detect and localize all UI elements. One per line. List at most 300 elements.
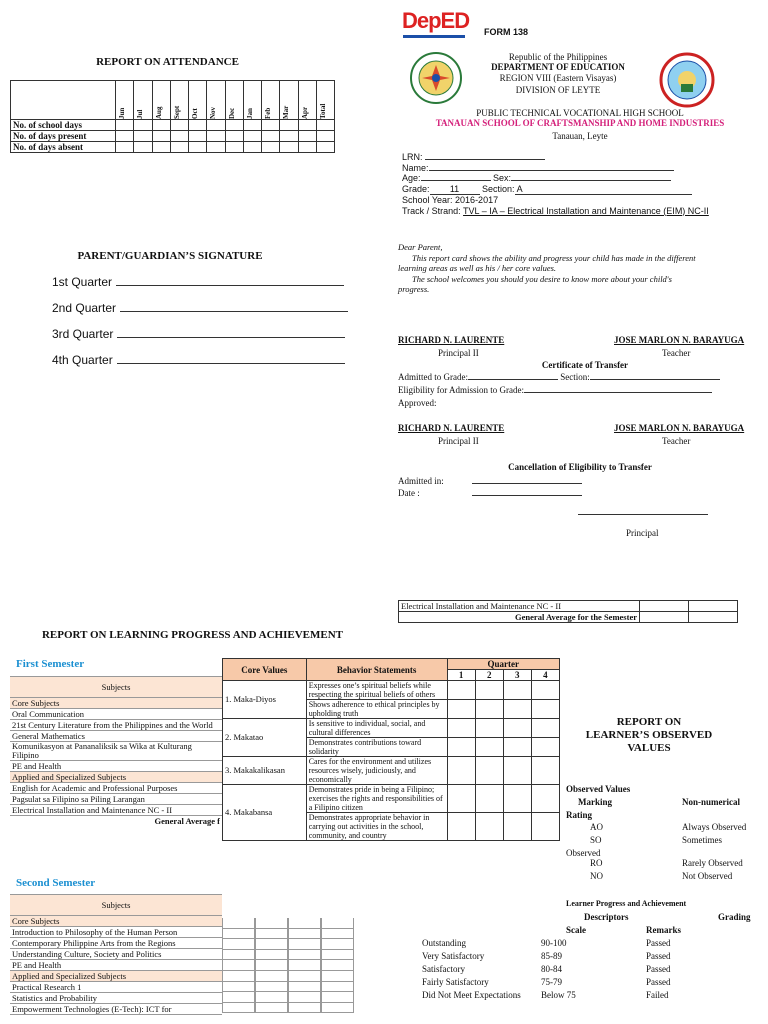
quarter-label: 2nd Quarter <box>52 301 117 315</box>
principal-title-2: Principal II <box>438 436 479 446</box>
grade-descriptor: Satisfactory <box>422 964 465 974</box>
attendance-cell <box>116 131 134 142</box>
subject-name: Introduction to Philosophy of the Human Person <box>10 927 222 938</box>
lpa-label: Learner Progress and Achievement <box>566 899 687 908</box>
behavior-rating-cell <box>475 757 503 785</box>
letter-paragraph-2: The school welcomes you should you desire to know more about your child's progress. <box>398 273 672 294</box>
attendance-cell <box>189 142 207 153</box>
attendance-corner <box>11 81 116 120</box>
core-values-header: Core Values <box>223 659 307 681</box>
attendance-cell <box>243 120 261 131</box>
attendance-cell <box>243 131 261 142</box>
quarter-signature-row <box>52 274 344 289</box>
behavior-rating-cell <box>503 785 531 813</box>
subject-row <box>10 698 222 709</box>
subject-row <box>10 993 222 1004</box>
attendance-cell <box>262 131 280 142</box>
admitted-row <box>398 372 720 382</box>
signature-line <box>117 326 345 338</box>
division-seal-icon <box>410 52 462 104</box>
attendance-cell <box>189 120 207 131</box>
track-value: TVL – IA – Electrical Installation and Maintenance (EIM) NC-II <box>463 205 709 216</box>
subject-row <box>10 1004 222 1015</box>
teacher-name-2: JOSE MARLON N. BARAYUGA <box>614 423 745 433</box>
marking-label: Marking <box>578 797 613 807</box>
month-header <box>170 81 188 120</box>
grade-descriptor: Very Satisfactory <box>422 951 485 961</box>
behavior-statement: Expresses one’s spiritual beliefs while respecting the spiritual beliefs of others <box>306 681 447 700</box>
age-label: Age: <box>402 173 421 183</box>
marking-code: SO <box>590 835 602 845</box>
month-label: Jun <box>118 107 126 119</box>
grade-cell <box>321 971 354 982</box>
core-value-name: 2. Makatao <box>223 719 307 757</box>
month-label: Dec <box>227 107 236 119</box>
grade-row <box>222 982 354 993</box>
attendance-cell <box>243 142 261 153</box>
month-header <box>207 81 225 120</box>
attendance-cell <box>280 142 298 153</box>
subject-name: Core Subjects <box>10 916 222 927</box>
attendance-table <box>10 80 335 153</box>
subject-row <box>10 772 222 783</box>
lrn-row <box>402 152 709 163</box>
quarter-label: 3rd Quarter <box>52 327 114 341</box>
attendance-cell <box>134 131 152 142</box>
marking-description: Not Observed <box>682 871 733 881</box>
attendance-cell <box>280 120 298 131</box>
subjects-header: Subjects <box>10 895 222 916</box>
month-label: Apr <box>300 106 309 119</box>
second-semester-grade-columns <box>222 918 354 1013</box>
marking-description: Always Observed <box>682 822 747 832</box>
behavior-rating-cell <box>475 785 503 813</box>
quarter-label: 1st Quarter <box>52 275 113 289</box>
attendance-row <box>11 142 335 153</box>
principal-title-1: Principal II <box>438 348 479 358</box>
subject-name: PE and Health <box>10 960 222 971</box>
dear-parent: Dear Parent, <box>398 242 443 252</box>
signature-line <box>120 300 348 312</box>
attendance-cell <box>280 131 298 142</box>
grade-cell <box>255 950 288 961</box>
certificate-title: Certificate of Transfer <box>541 360 629 370</box>
grade-cell <box>222 992 255 1003</box>
month-header <box>298 81 316 120</box>
attendance-cell <box>262 142 280 153</box>
teacher-name-1: JOSE MARLON N. BARAYUGA <box>614 335 745 345</box>
attendance-cell <box>298 142 316 153</box>
observed-word: Observed <box>566 848 601 858</box>
progress-title: REPORT ON LEARNING PROGRESS AND ACHIEVEMENT <box>41 629 344 641</box>
grade-scale: 85-89 <box>541 951 562 961</box>
subject-row <box>10 731 222 742</box>
subject-name: Applied and Specialized Subjects <box>10 971 222 982</box>
quarter-number: 2 <box>475 670 503 681</box>
sex-field <box>511 180 671 181</box>
region: REGION VIII (Eastern Visayas) <box>499 73 617 83</box>
subject-row <box>10 927 222 938</box>
month-header <box>262 81 280 120</box>
grade-descriptor: Fairly Satisfactory <box>422 977 489 987</box>
grade-cell <box>288 960 321 971</box>
subject-name: General Mathematics <box>10 731 222 742</box>
behavior-statement: Cares for the environment and utilizes resources wisely, judiciously, and economically <box>306 757 447 785</box>
grade-cell <box>255 918 288 929</box>
core-value-name: 4. Makabansa <box>223 785 307 841</box>
subject-row <box>10 805 222 816</box>
teacher-title-1: Teacher <box>662 348 691 358</box>
subject-name: Core Subjects <box>10 698 222 709</box>
attendance-cell <box>207 120 225 131</box>
logo-underline <box>403 35 465 38</box>
subject-row <box>10 960 222 971</box>
grade-row <box>222 992 354 1003</box>
behavior-row <box>223 757 560 785</box>
month-label: Aug <box>154 106 163 119</box>
marking-code: AO <box>590 822 603 832</box>
behavior-rating-cell <box>531 700 559 719</box>
subject-name: 21st Century Literature from the Philippines and the World <box>10 720 222 731</box>
section2-field <box>590 379 720 380</box>
month-header <box>316 81 334 120</box>
grade-cell <box>321 992 354 1003</box>
first-semester-label: First Semester <box>16 658 85 670</box>
attendance-row-label: No. of days absent <box>11 142 116 153</box>
eligibility-row <box>398 385 712 395</box>
admitted-field <box>468 379 558 380</box>
town: Tanauan, Leyte <box>552 131 608 141</box>
first-semester-table <box>10 676 222 826</box>
date-field <box>472 495 582 496</box>
principal-label: Principal <box>626 528 659 538</box>
subject-name: Understanding Culture, Society and Politics <box>10 949 222 960</box>
quarter-number: 1 <box>447 670 475 681</box>
behavior-rating-cell <box>503 813 531 841</box>
grade-scale: 75-79 <box>541 977 562 987</box>
behavior-rating-cell <box>503 681 531 700</box>
month-label: Nov <box>209 106 218 119</box>
month-header <box>134 81 152 120</box>
grade-cell <box>255 1003 288 1014</box>
attendance-cell <box>225 131 243 142</box>
grade-cell <box>255 960 288 971</box>
grade-cell <box>222 950 255 961</box>
deped-logo-text: DepED <box>402 8 470 33</box>
attendance-title: REPORT ON ATTENDANCE <box>96 56 239 68</box>
grade-remark: Passed <box>646 977 671 987</box>
grade-cell <box>288 1003 321 1014</box>
behavior-rating-cell <box>475 719 503 738</box>
behavior-rating-cell <box>475 681 503 700</box>
cancellation-title: Cancellation of Eligibility to Transfer <box>508 462 652 472</box>
grade-cell <box>255 982 288 993</box>
behavior-rating-cell <box>447 719 475 738</box>
attendance-cell <box>316 131 334 142</box>
behavior-statement: Demonstrates contributions toward solidarity <box>306 738 447 757</box>
month-label: Sept <box>172 105 181 119</box>
grade-scale: 90-100 <box>541 938 567 948</box>
behavior-rating-cell <box>531 813 559 841</box>
descriptors-label: Descriptors <box>584 912 629 922</box>
subject-name: Electrical Installation and Maintenance NC - II <box>10 805 222 816</box>
signature-line <box>117 352 345 364</box>
behavior-statement: Is sensitive to individual, social, and cultural differences <box>306 719 447 738</box>
grade-descriptor: Outstanding <box>422 938 466 948</box>
subject-row <box>10 949 222 960</box>
attendance-cell <box>298 120 316 131</box>
behavior-rating-cell <box>475 700 503 719</box>
attendance-row <box>11 131 335 142</box>
track-row <box>402 206 709 217</box>
behavior-statement: Demonstrates pride in being a Filipino; exercises the rights and responsibilities of a Filipino citizen <box>306 785 447 813</box>
behavior-rating-cell <box>531 719 559 738</box>
grade-cell <box>321 939 354 950</box>
attendance-cell <box>134 142 152 153</box>
month-label: Mar <box>282 105 291 119</box>
letter-paragraph-1: This report card shows the ability and progress your child has made in the different learning areas as well as his / her core values. <box>398 252 696 273</box>
attendance-cell <box>189 131 207 142</box>
subject-row <box>10 916 222 927</box>
remarks-label: Remarks <box>646 925 681 935</box>
month-header <box>243 81 261 120</box>
grade-cell <box>288 971 321 982</box>
grade-row <box>222 929 354 940</box>
general-average-label: General Average f <box>10 816 222 827</box>
attendance-cell <box>134 120 152 131</box>
behavior-rating-cell <box>503 738 531 757</box>
section2-label: Section: <box>560 372 590 382</box>
eim-grade-2 <box>689 601 738 612</box>
school-name-2: TANAUAN SCHOOL OF CRAFTSMANSHIP AND HOME INDUSTRIES <box>435 118 725 128</box>
age-sex-row <box>402 173 709 184</box>
grade-value: 11 <box>430 184 480 196</box>
grade-row <box>222 939 354 950</box>
approved-label: Approved: <box>398 398 437 408</box>
subject-row <box>10 761 222 772</box>
month-header <box>280 81 298 120</box>
subject-name: Statistics and Probability <box>10 993 222 1004</box>
eim-grade-1 <box>640 601 689 612</box>
admitted-in-field <box>472 483 582 484</box>
subject-row <box>10 742 222 761</box>
semester-average-table <box>398 600 738 623</box>
subject-row <box>10 783 222 794</box>
grade-cell <box>288 939 321 950</box>
subject-row <box>10 794 222 805</box>
core-value-name: 1. Maka-Diyos <box>223 681 307 719</box>
grade-cell <box>222 929 255 940</box>
core-value-name: 3. Makakalikasan <box>223 757 307 785</box>
behavior-rating-cell <box>531 738 559 757</box>
month-header <box>152 81 170 120</box>
behavior-row <box>223 681 560 700</box>
grade-cell <box>321 1003 354 1014</box>
subject-name: Practical Research 1 <box>10 982 222 993</box>
behavior-rating-cell <box>503 700 531 719</box>
grade-cell <box>321 929 354 940</box>
quarter-signature-row <box>52 352 345 367</box>
department: DEPARTMENT OF EDUCATION <box>491 62 625 72</box>
behavior-rating-cell <box>447 681 475 700</box>
grade-row <box>402 184 709 196</box>
grade-cell <box>255 992 288 1003</box>
scale-label: Scale <box>566 925 586 935</box>
grade-cell <box>321 918 354 929</box>
month-label: Feb <box>264 107 272 119</box>
marking-description: Rarely Observed <box>682 858 743 868</box>
subject-row <box>10 709 222 720</box>
school-name-1: PUBLIC TECHNICAL VOCATIONAL HIGH SCHOOL <box>476 108 684 118</box>
admitted-label: Admitted to Grade: <box>398 372 468 382</box>
section-value: A <box>515 184 692 196</box>
grade-cell <box>255 929 288 940</box>
month-label: Total <box>318 103 327 119</box>
subject-name: Contemporary Philippine Arts from the Regions <box>10 938 222 949</box>
grade-row <box>222 918 354 929</box>
rating-label: Rating <box>566 810 593 820</box>
grade-cell <box>288 992 321 1003</box>
quarter-signature-row <box>52 300 348 315</box>
subjects-header-row <box>10 895 222 916</box>
name-label: Name: <box>402 162 429 173</box>
behavior-rating-cell <box>475 738 503 757</box>
grade-cell <box>321 960 354 971</box>
grade-cell <box>288 918 321 929</box>
grade-row <box>222 950 354 961</box>
subject-row <box>10 971 222 982</box>
attendance-cell <box>207 142 225 153</box>
avg-grade-2 <box>689 612 738 623</box>
grade-cell <box>222 960 255 971</box>
attendance-row-label: No. of days present <box>11 131 116 142</box>
grade-cell <box>321 950 354 961</box>
grade-cell <box>288 982 321 993</box>
quarter-number: 3 <box>503 670 531 681</box>
behavior-rating-cell <box>503 757 531 785</box>
grade-remark: Passed <box>646 951 671 961</box>
month-label: Jul <box>136 109 145 119</box>
school-year: School Year: 2016-2017 <box>402 195 499 205</box>
attendance-cell <box>316 142 334 153</box>
grading-label: Grading <box>718 912 751 922</box>
admitted-in-row <box>398 476 582 486</box>
behavior-row <box>223 785 560 813</box>
month-header <box>225 81 243 120</box>
behavior-rating-cell <box>447 813 475 841</box>
grade-remark: Passed <box>646 938 671 948</box>
marking-code: RO <box>590 858 603 868</box>
attendance-cell <box>152 142 170 153</box>
subjects-header: Subjects <box>10 677 222 698</box>
principal-signature-line <box>578 514 708 515</box>
behavior-rating-cell <box>447 700 475 719</box>
attendance-row <box>11 120 335 131</box>
deped-logo <box>402 8 468 36</box>
quarter-header: Quarter <box>447 659 559 670</box>
marking-code: NO <box>590 871 603 881</box>
eligibility-label: Eligibility for Admission to Grade: <box>398 385 524 395</box>
general-average-row <box>10 816 222 827</box>
behavior-rating-cell <box>531 757 559 785</box>
parent-signature-title: PARENT/GUARDIAN’S SIGNATURE <box>77 250 263 262</box>
grade-cell <box>288 950 321 961</box>
month-label: Oct <box>191 108 199 119</box>
teacher-title-2: Teacher <box>662 436 691 446</box>
attendance-cell <box>152 131 170 142</box>
grade-cell <box>255 971 288 982</box>
grade-cell <box>222 939 255 950</box>
grade-remark: Failed <box>646 990 669 1000</box>
subject-name: PE and Health <box>10 761 222 772</box>
behavior-rating-cell <box>475 813 503 841</box>
school-seal-icon <box>652 52 722 108</box>
behavior-statement: Demonstrates appropriate behavior in carrying out activities in the school, community, and country <box>306 813 447 841</box>
grade-row <box>222 960 354 971</box>
marking-description: Sometimes <box>682 835 722 845</box>
nonnum-label: Non-numerical <box>682 797 740 807</box>
observed-values-label: Observed Values <box>566 784 631 794</box>
grade-cell <box>222 982 255 993</box>
division: DIVISION OF LEYTE <box>515 85 601 95</box>
name-row <box>402 163 709 174</box>
general-average-cell: General Average for the Semester <box>399 612 640 623</box>
eim-cell: Electrical Installation and Maintenance NC - II <box>399 601 640 612</box>
principal-name-1: RICHARD N. LAURENTE <box>398 335 505 345</box>
track-label: Track / Strand: <box>402 205 461 216</box>
behavior-rating-cell <box>447 757 475 785</box>
attendance-cell <box>116 142 134 153</box>
grade-cell <box>255 939 288 950</box>
parent-letter <box>398 242 698 295</box>
grade-row <box>222 1003 354 1014</box>
attendance-cell <box>316 120 334 131</box>
subject-name: Oral Communication <box>10 709 222 720</box>
behavior-statement: Shows adherence to ethical principles by upholding truth <box>306 700 447 719</box>
second-semester-label: Second Semester <box>16 877 96 889</box>
quarter-label: 4th Quarter <box>52 353 113 367</box>
behavior-rating-cell <box>447 738 475 757</box>
form-label: FORM 138 <box>484 27 529 37</box>
behavior-rating-cell <box>447 785 475 813</box>
behavior-header: Behavior Statements <box>306 659 447 681</box>
attendance-cell <box>298 131 316 142</box>
grade-cell <box>288 929 321 940</box>
behavior-row <box>223 719 560 738</box>
avg-grade-1 <box>640 612 689 623</box>
attendance-cell <box>207 131 225 142</box>
subject-name: Empowerment Technologies (E-Tech): ICT for <box>10 1004 222 1015</box>
grade-cell <box>222 1003 255 1014</box>
attendance-cell <box>152 120 170 131</box>
subject-row <box>10 938 222 949</box>
date-row <box>398 488 582 498</box>
admitted-in-label: Admitted in: <box>398 476 444 486</box>
grade-row <box>222 971 354 982</box>
month-header <box>116 81 134 120</box>
lrn-field <box>425 159 545 160</box>
subject-row <box>10 720 222 731</box>
month-label: Jan <box>245 108 254 119</box>
grade-remark: Passed <box>646 964 671 974</box>
month-header <box>189 81 207 120</box>
eligibility-field <box>524 392 712 393</box>
second-semester-table <box>10 894 222 1015</box>
student-info <box>402 152 709 216</box>
behavior-rating-cell <box>503 719 531 738</box>
subject-name: Applied and Specialized Subjects <box>10 772 222 783</box>
grade-descriptor: Did Not Meet Expectations <box>422 990 521 1000</box>
